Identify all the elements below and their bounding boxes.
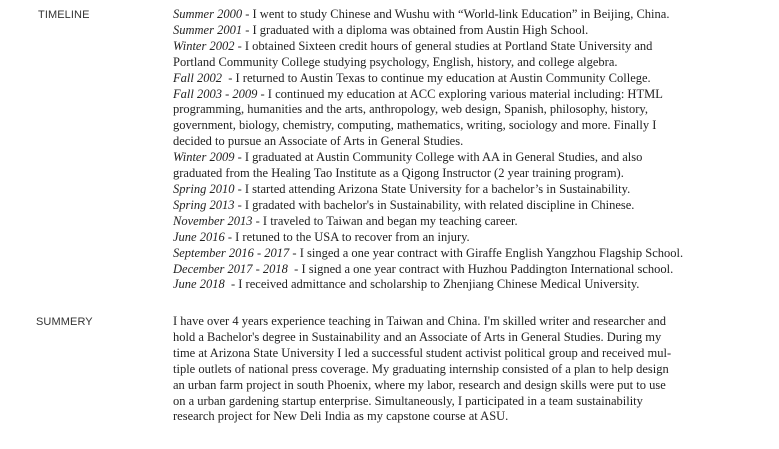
timeline-entry-first-line bbox=[173, 230, 773, 246]
timeline-entry-continuation-line bbox=[173, 118, 773, 134]
timeline-description: - I traveled to Taiwan and began my teaching career. bbox=[252, 213, 518, 228]
timeline-description: - I continued my education at ACC exploring various material including: HTML bbox=[257, 86, 663, 101]
timeline-description: - I received admittance and scholarship to Zhenjiang Chinese Medical University. bbox=[224, 277, 640, 292]
timeline-entry-first-line bbox=[173, 87, 773, 103]
timeline-description: - I gradated with bachelor's in Sustainability, with related discipline in Chinese. bbox=[234, 197, 635, 212]
timeline-entry-first-line bbox=[173, 277, 773, 293]
timeline-entry bbox=[173, 182, 773, 198]
summary-line: an urban farm project in south Phoenix, where my labor, research and design skills were put to use bbox=[173, 377, 666, 392]
timeline-description: - I returned to Austin Texas to continue my education at Austin Community College. bbox=[221, 70, 651, 85]
timeline-date: Winter 2009 bbox=[173, 150, 235, 165]
summary-paragraph bbox=[173, 314, 745, 425]
summary-line: on a urban gardening startup enterprise. Simultaneously, I participated in a team sustainability bbox=[173, 393, 643, 408]
timeline-description: programming, humanities and the arts, anthropology, web design, Spanish, philosophy, history, bbox=[173, 102, 648, 117]
timeline-description: Portland Community College studying psychology, English, history, and college algebra. bbox=[173, 54, 618, 69]
timeline-date: Fall 2003 - 2009 bbox=[173, 86, 258, 101]
timeline-date: Spring 2010 bbox=[173, 181, 235, 196]
timeline-entry bbox=[173, 39, 773, 71]
timeline-date: Summer 2000 bbox=[173, 7, 243, 21]
timeline-description: - I signed a one year contract with Huzhou Paddington International school. bbox=[287, 261, 674, 276]
timeline-entry-first-line bbox=[173, 23, 773, 39]
timeline-date: Spring 2013 bbox=[173, 197, 235, 212]
timeline-description: - I obtained Sixteen credit hours of general studies at Portland State University and bbox=[234, 38, 653, 53]
timeline-entry-first-line bbox=[173, 182, 773, 198]
timeline-entry-first-line bbox=[173, 198, 773, 214]
timeline-entry bbox=[173, 214, 773, 230]
timeline-entry bbox=[173, 262, 773, 278]
timeline-entry bbox=[173, 7, 773, 23]
summary-line: hold a Bachelor's degree in Sustainability and an Associate of Arts in General Studies. During my bbox=[173, 329, 662, 344]
timeline-date: December 2017 - 2018 bbox=[173, 261, 288, 276]
timeline-date: June 2016 bbox=[173, 229, 225, 244]
timeline-date: June 2018 bbox=[173, 277, 225, 292]
timeline-entry-continuation-line bbox=[173, 55, 773, 71]
timeline-entry bbox=[173, 23, 773, 39]
timeline-entry-continuation-line bbox=[173, 102, 773, 118]
timeline-description: decided to pursue an Associate of Arts in General Studies. bbox=[173, 134, 464, 149]
summary-line: tiple outlets of national press coverage. My graduating internship consisted of a plan to help design bbox=[173, 361, 669, 376]
timeline-entry-first-line bbox=[173, 262, 773, 278]
timeline-entry-first-line bbox=[173, 214, 773, 230]
timeline-date: Winter 2002 bbox=[173, 38, 235, 53]
timeline-entry-first-line bbox=[173, 246, 773, 262]
timeline-description: - I graduated at Austin Community College with AA in General Studies, and also bbox=[234, 150, 643, 165]
timeline-description: government, biology, chemistry, computing, mathematics, writing, sociology and more. Finally I bbox=[173, 118, 657, 133]
timeline-entry-continuation-line bbox=[173, 134, 773, 150]
summery-heading: SUMMERY bbox=[36, 316, 93, 328]
timeline-heading: TIMELINE bbox=[38, 9, 90, 21]
timeline-entry bbox=[173, 87, 773, 151]
timeline-entry-first-line bbox=[173, 7, 773, 23]
timeline-entry bbox=[173, 277, 773, 293]
timeline-entry-continuation-line bbox=[173, 166, 773, 182]
timeline-entry bbox=[173, 246, 773, 262]
timeline-description: - I started attending Arizona State University for a bachelor’s in Sustainability. bbox=[234, 181, 631, 196]
summary-line: I have over 4 years experience teaching in Taiwan and China. I'm skilled writer and researcher and bbox=[173, 314, 666, 328]
timeline-description: - I graduated with a diploma was obtained from Austin High School. bbox=[242, 22, 589, 37]
timeline-description: graduated from the Healing Tao Institute as a Qigong Instructor (2 year training program). bbox=[173, 166, 624, 181]
timeline-date: September 2016 - 2017 bbox=[173, 245, 290, 260]
timeline-description: - I went to study Chinese and Wushu with “World-link Education” in Beijing, China. bbox=[242, 7, 670, 21]
timeline-description: - I singed a one year contract with Giraffe English Yangzhou Flagship School. bbox=[289, 245, 684, 260]
timeline-entry bbox=[173, 150, 773, 182]
timeline-date: Summer 2001 bbox=[173, 22, 243, 37]
summary-line: time at Arizona State University I led a successful student activist political group and received mul- bbox=[173, 345, 672, 360]
timeline-list bbox=[173, 7, 773, 293]
timeline-entry bbox=[173, 198, 773, 214]
timeline-date: November 2013 bbox=[173, 213, 253, 228]
timeline-entry bbox=[173, 71, 773, 87]
timeline-entry bbox=[173, 230, 773, 246]
timeline-description: - I retuned to the USA to recover from an injury. bbox=[224, 229, 470, 244]
timeline-entry-first-line bbox=[173, 39, 773, 55]
timeline-entry-first-line bbox=[173, 71, 773, 87]
timeline-date: Fall 2002 bbox=[173, 70, 222, 85]
timeline-entry-first-line bbox=[173, 150, 773, 166]
summary-line: research project for New Deli India as my capstone course at ASU. bbox=[173, 409, 509, 424]
